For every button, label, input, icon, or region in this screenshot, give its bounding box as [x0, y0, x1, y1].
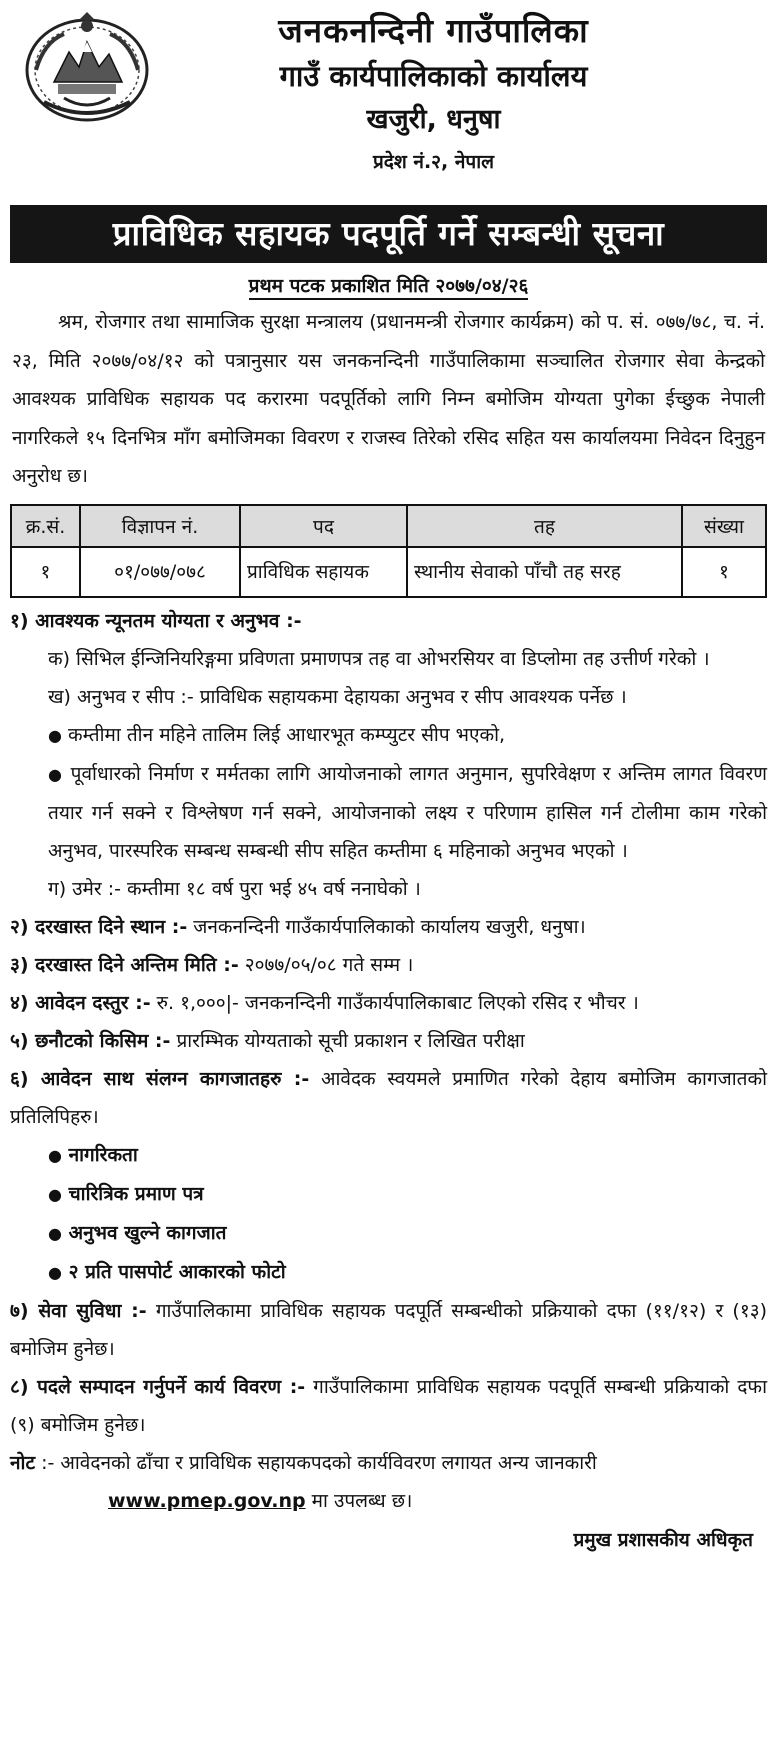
- nepal-government-emblem-icon: [24, 12, 150, 124]
- section-5: ५) छनौटको किसिम :- प्रारम्भिक योग्यताको सूची प्रकाशन र लिखित परीक्षा: [10, 1029, 525, 1052]
- col-ad-number: विज्ञापन नं.: [80, 505, 240, 547]
- section-3: ३) दरखास्त दिने अन्तिम मिति :- २०७७/०५/०८ गते सम्म ।: [10, 953, 414, 976]
- municipality-name: जनकनन्दिनी गाउँपालिका: [278, 11, 589, 50]
- note: नोट :- आवेदनको ढाँचा र प्राविधिक सहायकपदको कार्यविवरण लगायत अन्य जानकारी: [10, 1451, 597, 1474]
- published-date-text: प्रथम पटक प्रकाशित मिति २०७७/०४/२६: [249, 275, 529, 300]
- section-1-bullet-2: ● पूर्वाधारको निर्माण र मर्मतका लागि आयोजनाको लागत अनुमान, सुपरिवेक्षण र अन्तिम लागत विवरण तयार गर्न सक्ने र विश्लेषण गर्न सक्ने, आयोजनाको लक्ष्य र परिणाम हासिल गर्न टोलीमा काम गरेको अनुभव, पारस्परिक सम्बन्ध सम्बन्धी सीप सहित कम्तीमा ६ महिनाको अनुभव भएको ।: [48, 762, 768, 862]
- section-1-kha: ख) अनुभव र सीप :- प्राविधिक सहायकमा देहायका अनुभव र सीप आवश्यक पर्नेछ ।: [48, 685, 627, 708]
- signature-title: प्रमुख प्रशासकीय अधिकृत: [573, 1528, 753, 1551]
- col-post: पद: [240, 505, 407, 547]
- vacancy-table: [10, 504, 767, 598]
- office-header: [10, 0, 767, 205]
- notice-sections: [10, 602, 767, 1520]
- section-1-ga: ग) उमेर :- कम्तीमा १८ वर्ष पुरा भई ४५ वर्ष ननाघेको ।: [48, 877, 421, 900]
- section-8: ८) पदले सम्पादन गर्नुपर्ने कार्य विवरण :- गाउँपालिकामा प्राविधिक सहायक पदपूर्ति सम्बन्धी प्रक्रियाको दफा (९) बमोजिम हुनेछ।: [10, 1375, 768, 1436]
- bullet-icon: ●: [48, 725, 62, 745]
- bullet-icon: ●: [48, 1184, 62, 1204]
- section-6: ६) आवेदन साथ संलग्न कागजातहरु :- आवेदक स्वयमले प्रमाणित गरेको देहाय बमोजिम कागजातको प्रतिलिपिहरु।: [10, 1067, 768, 1128]
- section-4: ४) आवेदन दस्तुर :- रु. १,०००|- जनकनन्दिनी गाउँकार्यपालिकाबाट लिएको रसिद र भौचर ।: [10, 991, 639, 1014]
- list-item: ● चारित्रिक प्रमाण पत्र: [48, 1182, 204, 1205]
- section-1-heading: १) आवश्यक न्यूनतम योग्यता र अनुभव :-: [10, 609, 302, 632]
- cell-serial: १: [11, 547, 80, 597]
- cell-level: स्थानीय सेवाको पाँचौ तह सरह: [407, 547, 682, 597]
- list-item: ● २ प्रति पासपोर्ट आकारको फोटो: [48, 1260, 286, 1283]
- table-header-row: [11, 505, 766, 547]
- list-item: ● नागरिकता: [48, 1143, 138, 1166]
- cell-ad-number: ०१/०७७/०७८: [80, 547, 240, 597]
- table-row: [11, 547, 766, 597]
- section-1-ka: क) सिभिल ईन्जिनियरिङ्गमा प्रविणता प्रमाणपत्र तह वा ओभरसियर वा डिप्लोमा तह उत्तीर्ण गरेको ।: [48, 647, 710, 670]
- bullet-icon: ●: [48, 1223, 62, 1243]
- office-name: गाउँ कार्यपालिकाको कार्यालय: [279, 59, 588, 93]
- col-count: संख्या: [682, 505, 766, 547]
- bullet-icon: ●: [48, 1262, 62, 1282]
- list-item: ● अनुभव खुल्ने कागजात: [48, 1221, 227, 1244]
- section-1-bullet-1: ● कम्तीमा तीन महिने तालिम लिई आधारभूत कम्प्युटर सीप भएको,: [48, 723, 506, 746]
- col-serial: क्र.सं.: [11, 505, 80, 547]
- cell-post: प्राविधिक सहायक: [240, 547, 407, 597]
- note-link-line: www.pmep.gov.np मा उपलब्ध छ।: [10, 1482, 767, 1520]
- bullet-icon: ●: [48, 1145, 62, 1165]
- office-location: खजुरी, धनुषा: [366, 104, 501, 135]
- cell-count: १: [682, 547, 766, 597]
- bullet-icon: ●: [48, 764, 64, 784]
- pmep-website-link[interactable]: www.pmep.gov.np: [108, 1489, 306, 1512]
- published-date: [10, 269, 767, 303]
- office-name-block: [160, 8, 707, 182]
- section-2: २) दरखास्त दिने स्थान :- जनकनन्दिनी गाउँकार्यपालिकाको कार्यालय खजुरी, धनुषा।: [10, 915, 586, 938]
- col-level: तह: [407, 505, 682, 547]
- section-7: ७) सेवा सुविधा :- गाउँपालिकामा प्राविधिक सहायक पदपूर्ति सम्बन्धीको प्रक्रियाको दफा (११/१२) र (१३) बमोजिम हुनेछ।: [10, 1299, 767, 1360]
- province-line: प्रदेश नं.२, नेपाल: [372, 151, 495, 173]
- intro-paragraph: श्रम, रोजगार तथा सामाजिक सुरक्षा मन्त्रालय (प्रधानमन्त्री रोजगार कार्यक्रम) को प. सं. ०७७/७८, च. नं. २३, मिति २०७७/०४/१२ को पत्रानुसार यस जनकनन्दिनी गाउँपालिकामा सञ्चालित रोजगार सेवा केन्द्रको आवश्यक प्राविधिक सहायक पद करारमा पदपूर्तिको लागि निम्न बमोजिम योग्यता पुगेका ईच्छुक नेपाली नागरिकले १५ दिनभित्र माँग बमोजिमका विवरण र राजस्व तिरेको रसिद सहित यस कार्यालयमा निवेदन दिनुहुन अनुरोध छ।: [12, 311, 765, 487]
- notice-title-banner: प्राविधिक सहायक पदपूर्ति गर्ने सम्बन्धी सूचना: [10, 205, 767, 263]
